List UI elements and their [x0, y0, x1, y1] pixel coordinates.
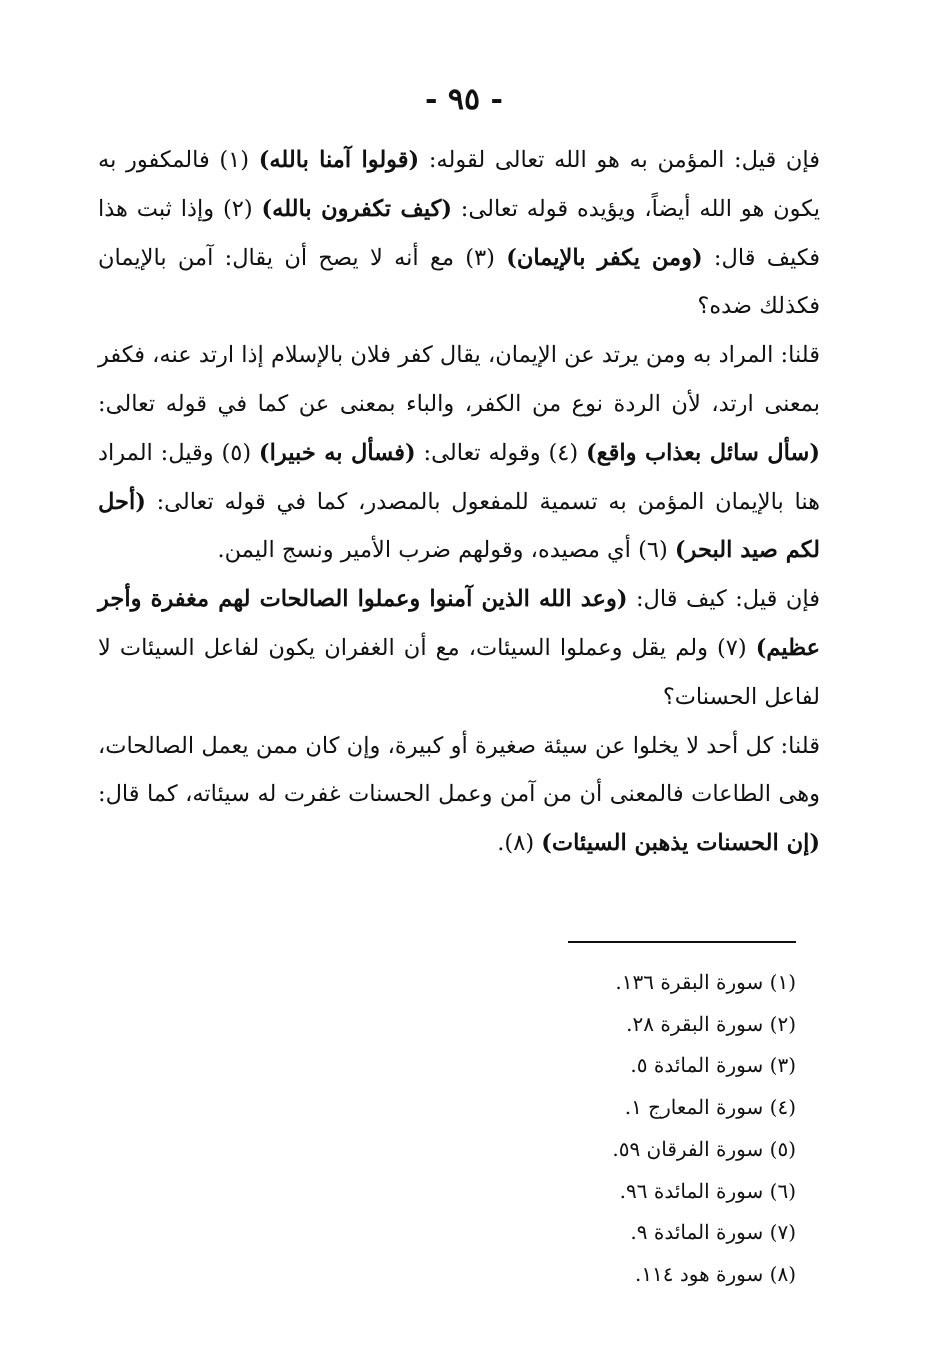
text-segment: (٤) وقوله تعالى:: [415, 439, 586, 466]
footnote-separator: [568, 941, 796, 943]
quran-quote: (وعد الله الذين آمنوا وعملوا الصالحات لهم مغفرة وأجر عظيم): [98, 586, 820, 661]
text-segment: (٦) أي مصيده، وقولهم ضرب الأمير ونسج اليمن.: [217, 537, 675, 564]
text-segment: (٣) مع أنه لا يصح أن يقال: آمن بالإيمان فكذلك ضده؟: [98, 244, 820, 320]
footnote: (٢) سورة البقرة ٢٨.: [626, 1011, 796, 1036]
text-segment: قلنا: المراد به ومن يرتد عن الإيمان، يقال كفر فلان بالإسلام إذا ارتد عنه، فكفر بمعنى ارتد، لأن الردة نوع من الكفر، والباء بمعنى عن كما في قوله تعالى:: [98, 342, 820, 417]
paragraph: [98, 136, 820, 331]
quran-quote: (إن الحسنات يذهبن السيئات): [541, 830, 820, 857]
paragraph: [98, 331, 820, 575]
footnote: (٤) سورة المعارج ١.: [624, 1095, 796, 1120]
quran-quote: (كيف تكفرون بالله): [261, 195, 452, 222]
text-segment: (٧) ولم يقل وعملوا السيئات، مع أن الغفران يكون لفاعل السيئات لا لفاعل الحسنات؟: [98, 634, 820, 710]
text-segment: (١) فالمكفور به يكون هو الله أيضاً، ويؤيده قوله تعالى:: [98, 147, 820, 222]
footnote: (١) سورة البقرة ١٣٦.: [615, 970, 796, 994]
footnote: (٨) سورة هود ١١٤.: [634, 1261, 796, 1286]
footnotes-list: [396, 962, 796, 1296]
quran-quote: (سأل سائل بعذاب واقع): [585, 439, 820, 466]
quran-quote: (قولوا آمنا بالله): [258, 147, 420, 173]
text-segment: (٥) وقيل: المراد هنا بالإيمان المؤمن به تسمية للمفعول بالمصدر، كما في قوله تعالى:: [98, 439, 820, 515]
text-segment: فإن قيل: المؤمن به هو الله تعالى لقوله:: [419, 147, 820, 173]
footnote: (٧) سورة المائدة ٩.: [630, 1220, 796, 1245]
footnote: (٥) سورة الفرقان ٥٩.: [612, 1136, 796, 1161]
footnote: (٦) سورة المائدة ٩٦.: [619, 1178, 796, 1203]
text-segment: (٢) وإذا ثبت هذا فكيف قال:: [98, 195, 821, 271]
paragraph: [98, 722, 820, 868]
page-number: - ٩٥ -: [424, 82, 504, 117]
quran-quote: (فسأل به خبيرا): [258, 439, 416, 466]
text-segment: قلنا: كل أحد لا يخلوا عن سيئة صغيرة أو كبيرة، وإن كان ممن يعمل الصالحات، وهى الطاعات فالمعنى أن من آمن وعمل الحسنات غفرت له سيئاته، كما قال:: [98, 732, 820, 808]
body-text: [98, 136, 820, 868]
text-segment: (٨).: [497, 830, 542, 857]
quran-quote: (ومن يكفر بالإيمان): [506, 244, 703, 271]
footnote: (٣) سورة المائدة ٥.: [630, 1053, 796, 1078]
paragraph: [98, 575, 820, 721]
text-segment: فإن قيل: كيف قال:: [627, 586, 820, 613]
quran-quote: (أحل لكم صيد البحر): [98, 488, 820, 564]
